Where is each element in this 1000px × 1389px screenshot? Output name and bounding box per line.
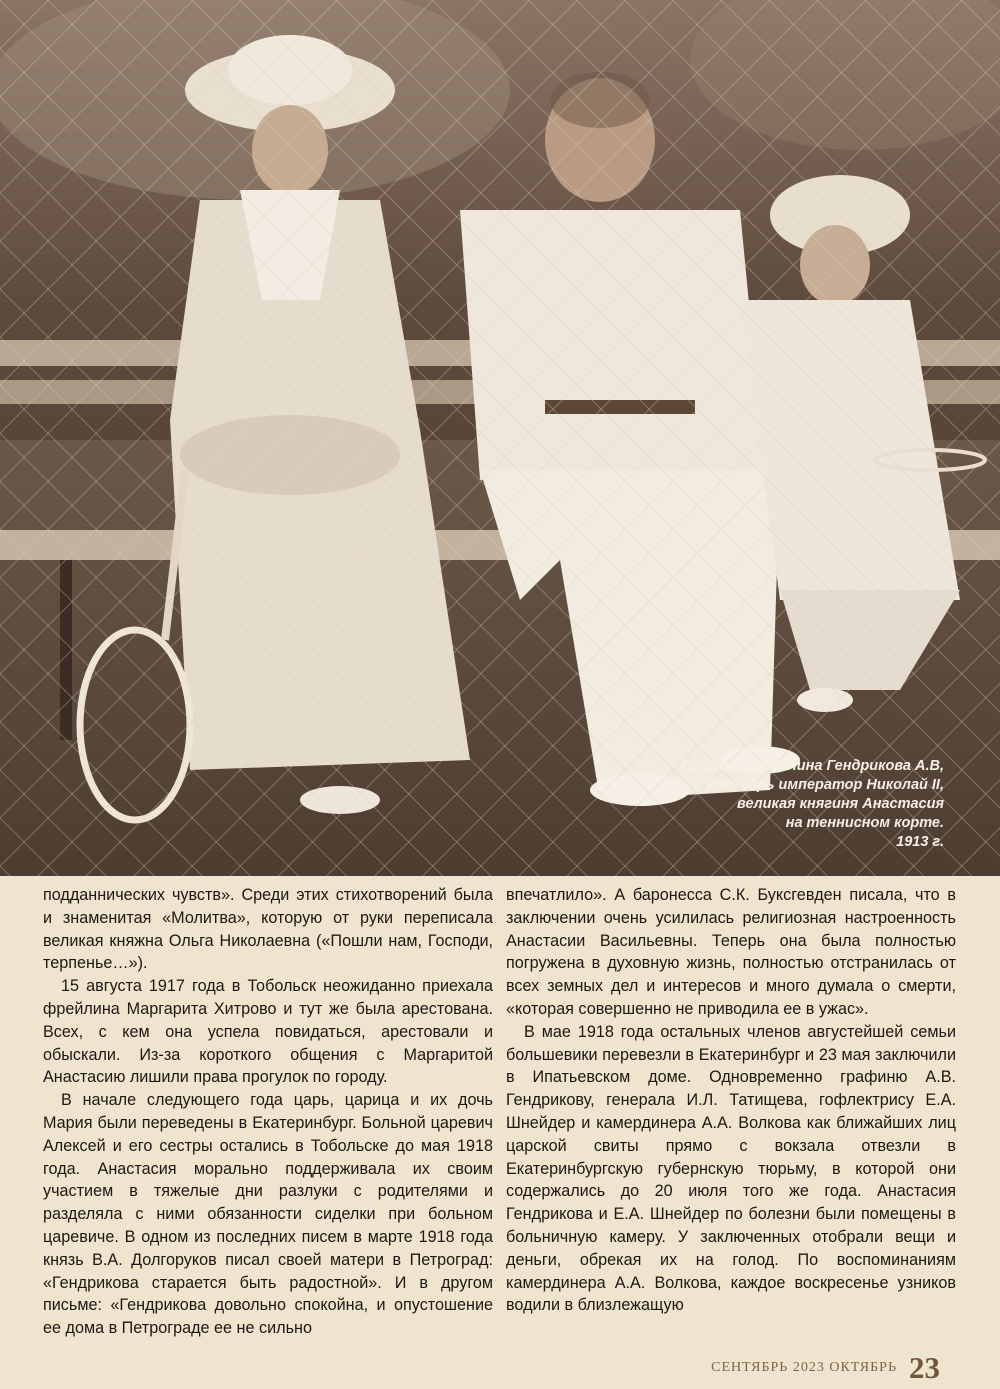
caption-line: Графиня фрейлина Гендрикова А.В,	[680, 758, 944, 774]
paragraph: В мае 1918 года остальных членов августейшей семьи большевики перевезли в Екатеринбург и 23 мая заключили в Ипатьевском доме. Одновременно графиню А.В. Гендрикову, генерала И.Л. Татищева, гофлектрису Е.А. Шнейдер и камердинера А.А. Волкова как ближайших лиц царской свиты прямо с вокзала отвезли в Екатеринбургскую губернскую тюрьму, в которой они содержались до 20 июля того же года. Анастасия Гендрикова и Е.А. Шнейдер по болезни были помещены в больничную камеру. У заключенных отобрали вещи и деньги, обрекая их на голод. По воспоминаниям камердинера А.А. Волкова, каждое воскресенье узников водили в близлежащую	[506, 1022, 956, 1315]
paragraph: впечатлило». А баронесса С.К. Буксгевден писала, что в заключении очень усилилась религиозная настроенность Анастасии Васильевны. Теперь она была полностью погружена в духовную жизнь, полностью отстранилась от всех земных дел и интересов и много думала о смерти, «которая совершенно не приводила ее в ужас».	[506, 886, 956, 1018]
photo-caption	[524, 757, 944, 852]
caption-year: 1913 г.	[896, 834, 944, 850]
caption-line: Государь император Николай II,	[707, 777, 944, 793]
paragraph: 15 августа 1917 года в Тобольск неожиданно приехала фрейлина Маргарита Хитрово и тут же была арестована. Всех, с кем она успела повидаться, арестовали и обыскали. Из-за короткого общения с Маргаритой Анастасию лишили права прогулок по городу.	[43, 977, 493, 1087]
issue-date: СЕНТЯБРЬ 2023 ОКТЯБРЬ	[711, 1360, 897, 1375]
caption-line: на теннисном корте.	[785, 815, 944, 831]
page-footer	[711, 1350, 940, 1386]
article-column-left	[43, 884, 493, 1340]
paragraph: В начале следующего года царь, царица и их дочь Мария были переведены в Екатеринбург. Больной царевич Алексей и его сестры остались в Тобольске до мая 1918 года. Анастасия морально поддерживала их своим участием в тяжелые дни разлуки с родителями и разделяла с ними обязанности сиделки при больном царевиче. В одном из последних писем в марте 1918 года князь В.А. Долгоруков писал своей матери в Петроград: «Гендрикова старается быть радостной». И в другом письме: «Гендрикова довольно спокойна, и опустошение ее дома в Петрограде ее не сильно	[43, 1091, 493, 1338]
page-number: 23	[909, 1350, 940, 1385]
paragraph: подданнических чувств». Среди этих стихотворений была и знаменитая «Молитва», которую от руки переписала великая княжна Ольга Николаевна («Пошли нам, Господи, терпенье…»).	[43, 886, 493, 973]
caption-line: великая княгиня Анастасия	[736, 796, 944, 812]
article-column-right	[506, 884, 956, 1317]
article-body	[0, 876, 1000, 1389]
